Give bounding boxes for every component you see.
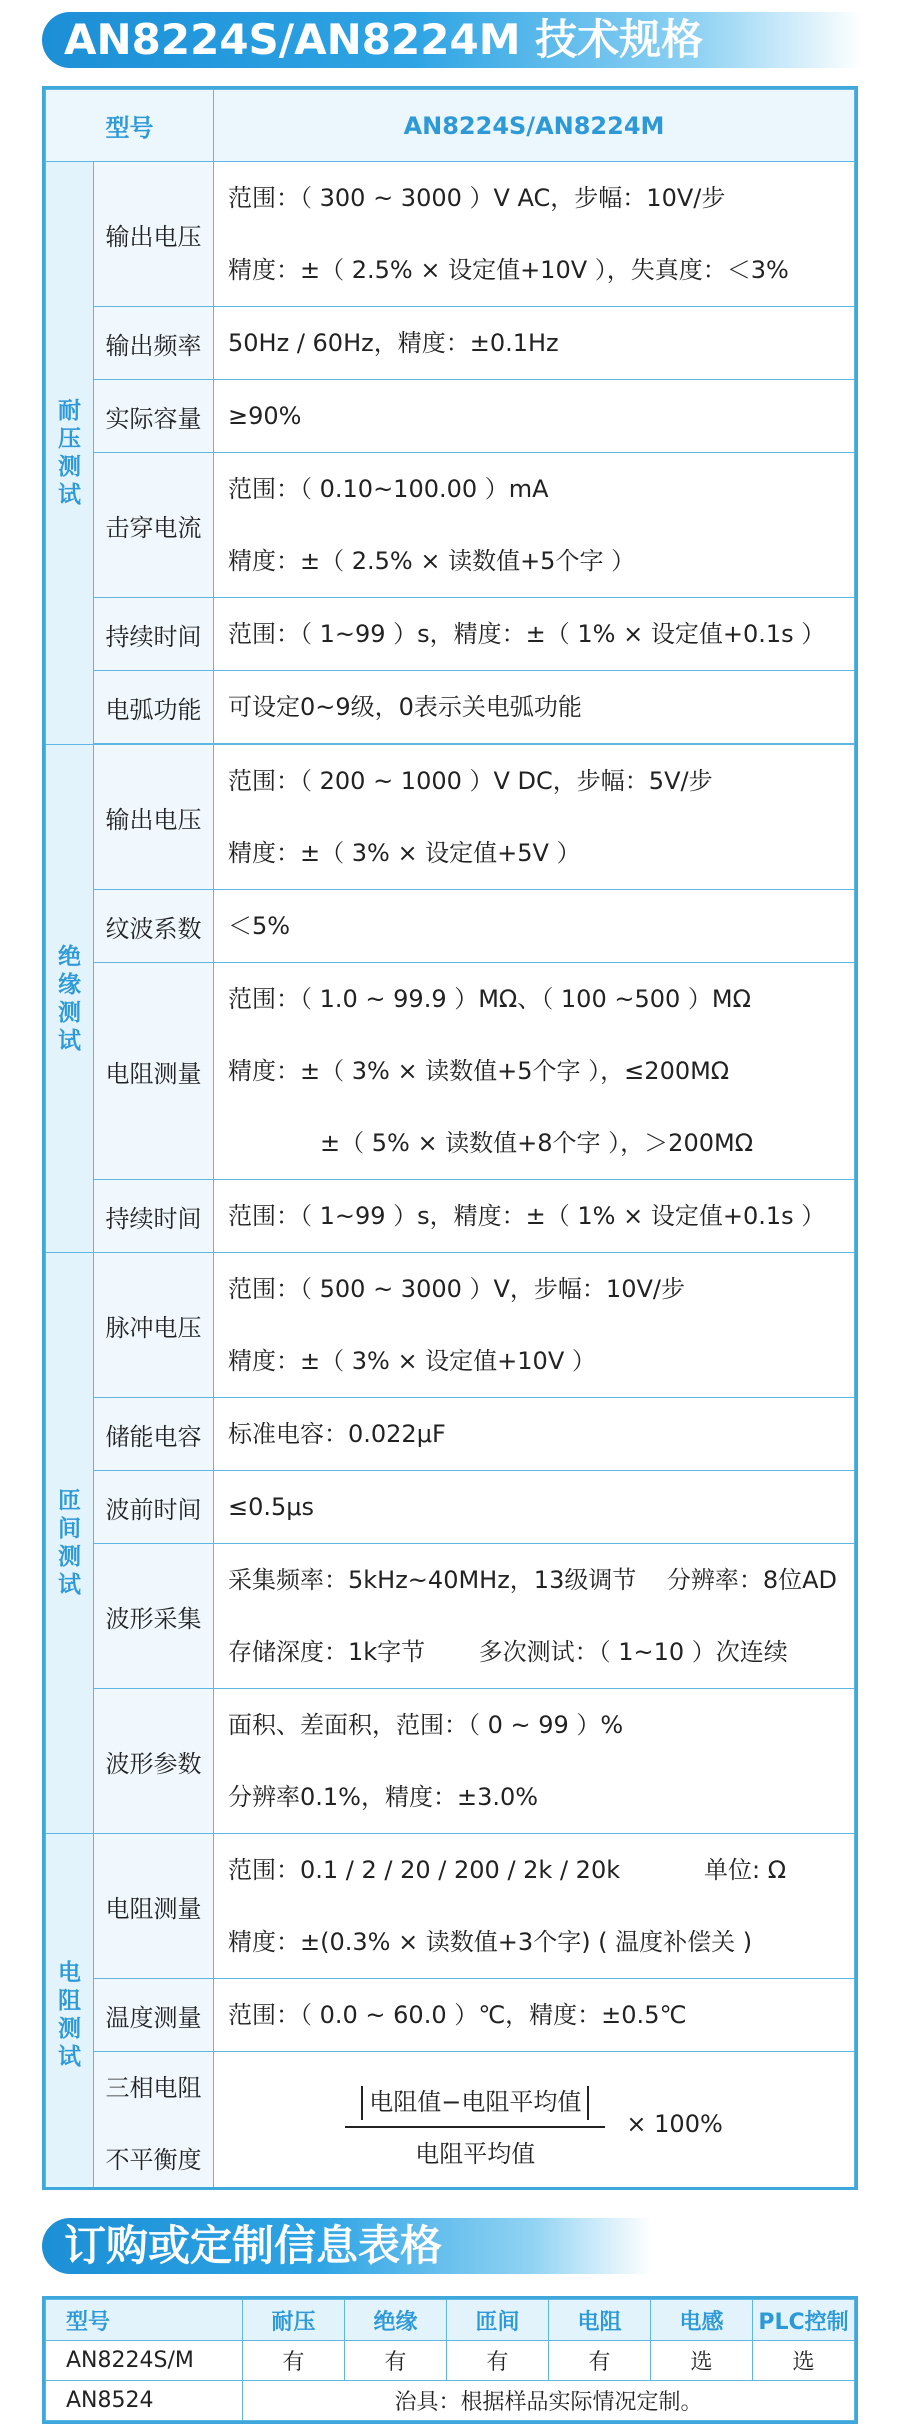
order-title-banner [42, 2218, 652, 2274]
row-name: 实际容量 [94, 380, 214, 453]
row-value: 范围：0.1 / 2 / 20 / 200 / 2k / 20k 单位: Ω 精度：±(0.3% × 读数值+3个字) ( 温度补偿关 ) [214, 1834, 855, 1979]
table-row [46, 1834, 855, 1979]
table-row [46, 890, 855, 963]
row-name: 输出电压 [94, 162, 214, 307]
table-row [46, 1398, 855, 1471]
row-value: ≥90% [214, 380, 855, 453]
section-interturn: 匝间测试 [46, 1253, 94, 1834]
table-row [46, 1471, 855, 1544]
order-col-insulation: 绝缘 [345, 2300, 447, 2341]
row-name: 电阻测量 [94, 963, 214, 1180]
order-table-frame [42, 2296, 858, 2424]
row-value: 可设定0~9级，0表示关电弧功能 [214, 671, 855, 744]
model-value: AN8224S/AN8224M [214, 90, 855, 162]
section-insulation: 绝缘测试 [46, 745, 94, 1253]
row-name: 储能电容 [94, 1398, 214, 1471]
spec-table [45, 89, 855, 2190]
row-value: ＜5% [214, 890, 855, 963]
formula-numerator: 电阻值−电阻平均值 [369, 2087, 582, 2116]
spec-header-row [46, 90, 855, 162]
row-name: 电阻测量 [94, 1834, 214, 1979]
order-table [45, 2299, 855, 2421]
order-note: 治具：根据样品实际情况定制。 [243, 2381, 855, 2421]
table-row [46, 2052, 855, 2191]
row-name: 温度测量 [94, 1979, 214, 2052]
order-cell: 选 [651, 2341, 753, 2381]
table-row [46, 162, 855, 307]
order-cell: 有 [549, 2341, 651, 2381]
row-name: 脉冲电压 [94, 1253, 214, 1398]
row-value: 范围：（ 300 ~ 3000 ）V AC，步幅：10V/步 精度：±（ 2.5% × 设定值+10V ），失真度：＜3% [214, 162, 855, 307]
table-row [46, 1544, 855, 1689]
row-value: 面积、差面积，范围：（ 0 ~ 99 ）% 分辨率0.1%，精度：±3.0% [214, 1689, 855, 1834]
table-row [46, 1180, 855, 1253]
row-value: 范围：（ 0.0 ~ 60.0 ）℃，精度：±0.5℃ [214, 1979, 855, 2052]
table-row [46, 380, 855, 453]
row-name: 波前时间 [94, 1471, 214, 1544]
order-header-row [46, 2300, 855, 2341]
order-col-inductance: 电感 [651, 2300, 753, 2341]
spec-title: AN8224S/AN8224M 技术规格 [64, 15, 704, 64]
row-value: 范围：（ 0.10~100.00 ）mA 精度：±（ 2.5% × 读数值+5个字 ） [214, 453, 855, 598]
row-value: 范围：（ 200 ~ 1000 ）V DC，步幅：5V/步 精度：±（ 3% × 设定值+5V ） [214, 745, 855, 890]
order-col-plc: PLC控制 [753, 2300, 855, 2341]
row-value: ≤0.5μs [214, 1471, 855, 1544]
row-value: 采集频率：5kHz~40MHz，13级调节 分辨率：8位AD 存储深度：1k字节 多次测试：（ 1~10 ）次连续 [214, 1544, 855, 1689]
table-row [46, 963, 855, 1180]
order-cell: 有 [243, 2341, 345, 2381]
model-label: 型号 [46, 90, 214, 162]
spec-table-frame [42, 86, 858, 2190]
unbalance-formula [214, 2052, 855, 2191]
abs-bar-right [587, 2086, 589, 2120]
row-value: 标准电容：0.022μF [214, 1398, 855, 1471]
order-cell: 有 [345, 2341, 447, 2381]
table-row [46, 745, 855, 890]
table-row [46, 453, 855, 598]
order-col-interturn: 匝间 [447, 2300, 549, 2341]
row-name: 持续时间 [94, 1180, 214, 1253]
order-col-model: 型号 [46, 2300, 243, 2341]
section-withstand: 耐压测试 [46, 162, 94, 745]
formula-multiplier: × 100% [626, 2110, 723, 2138]
abs-bar-left [361, 2086, 363, 2120]
row-name: 持续时间 [94, 598, 214, 671]
row-name: 电弧功能 [94, 671, 214, 744]
row-value: 范围：（ 1~99 ）s，精度：±（ 1% × 设定值+0.1s ） [214, 598, 855, 671]
row-name: 纹波系数 [94, 890, 214, 963]
spec-title-banner [42, 12, 862, 68]
table-row [46, 1253, 855, 1398]
row-name: 输出电压 [94, 745, 214, 890]
row-name: 波形参数 [94, 1689, 214, 1834]
row-value: 范围：（ 500 ~ 3000 ）V，步幅：10V/步 精度：±（ 3% × 设定值+10V ） [214, 1253, 855, 1398]
row-value: 50Hz / 60Hz，精度：±0.1Hz [214, 307, 855, 380]
row-name: 输出频率 [94, 307, 214, 380]
table-row [46, 1689, 855, 1834]
row-name: 三相电阻 不平衡度 [94, 2052, 214, 2191]
table-row [46, 671, 855, 744]
order-cell: 有 [447, 2341, 549, 2381]
section-resistance: 电阻测试 [46, 1834, 94, 2191]
row-value: 范围：（ 1~99 ）s，精度：±（ 1% × 设定值+0.1s ） [214, 1180, 855, 1253]
table-row [46, 307, 855, 380]
order-cell: AN8224S/M [46, 2341, 243, 2381]
row-name: 击穿电流 [94, 453, 214, 598]
order-cell: AN8524 [46, 2381, 243, 2421]
table-row [46, 1979, 855, 2052]
row-value: 范围：（ 1.0 ~ 99.9 ）MΩ、（ 100 ~500 ）MΩ 精度：±（ 3% × 读数值+5个字 ），≤200MΩ ±（ 5% × 读数值+8个字 ），＞200MΩ [214, 963, 855, 1180]
order-title: 订购或定制信息表格 [64, 2221, 443, 2270]
order-cell: 选 [753, 2341, 855, 2381]
row-name: 波形采集 [94, 1544, 214, 1689]
formula-denominator: 电阻平均值 [415, 2139, 536, 2168]
table-row [46, 2341, 855, 2381]
order-col-withstand: 耐压 [243, 2300, 345, 2341]
table-row [46, 598, 855, 671]
formula-fraction [345, 2080, 605, 2169]
order-col-resistance: 电阻 [549, 2300, 651, 2341]
table-row [46, 2381, 855, 2421]
